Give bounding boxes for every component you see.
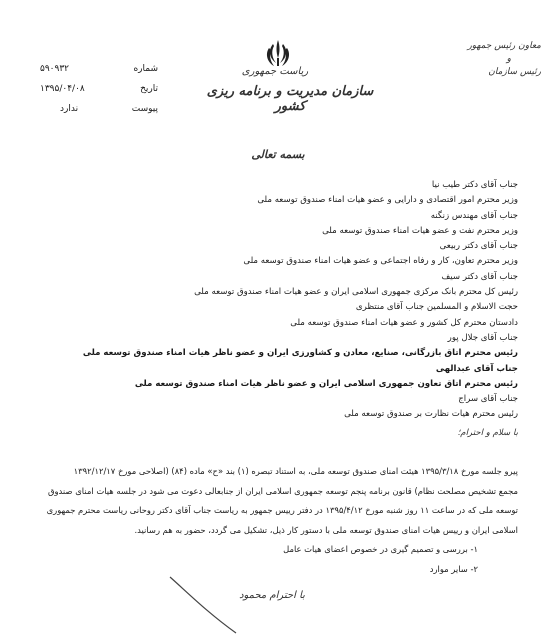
addressee-line: رئیس محترم اتاق بازرگانی، صنایع، معادن و کشاورزی ایران و عضو ناظر هیات امناء صندوق توسعه ملی (82, 348, 518, 359)
greeting: با سلام و احترام؛ (457, 427, 518, 438)
addressee-line: حجت الاسلام و المسلمین جناب آقای منتظری (355, 302, 518, 313)
invocation: بسمه تعالی (251, 148, 305, 161)
addressee-line: جناب آقای مهندس زنگنه (430, 210, 518, 221)
meta-attachment-label: پیوست (131, 104, 158, 114)
organization-title: سازمان مدیریت و برنامه ریزی کشور (206, 84, 374, 114)
meta-date-value: ۱۳۹۵/۰۴/۰۸ (40, 84, 85, 94)
agenda-item: ۱- بررسی و تصمیم گیری در خصوص اعضای هیات عامل (283, 544, 478, 554)
body-line: اسلامی ایران و رییس هیات امنای صندوق توسعه ملی با دستور کار ذیل، تشکیل می گردد، حضور به هم رسانید. (134, 524, 518, 535)
meta-date-label: تاریخ (140, 84, 158, 94)
handwritten-note (451, 40, 541, 79)
addressee-line: جناب آقای دکتر سیف (441, 271, 518, 282)
addressee-line: وزیر محترم تعاون، کار و رفاه اجتماعی و عضو هیات امناء صندوق توسعه ملی (243, 256, 518, 267)
meta-number-label: شماره (133, 64, 158, 74)
agenda-item: ۲- سایر موارد (429, 563, 478, 574)
note-line: و (506, 54, 511, 64)
addressee-list (82, 178, 518, 441)
addressee-line: جناب آقای عبدالهی (435, 363, 518, 374)
emblem-icon (265, 38, 291, 68)
addressee-line: جناب آقای دکتر ربیعی (439, 241, 518, 252)
addressee-line: جناب آقای جلال پور (447, 332, 518, 343)
addressee-line: رئیس محترم اتاق تعاون جمهوری اسلامی ایران و عضو ناظر هیات امناء صندوق توسعه ملی (134, 378, 518, 389)
body-line: مجمع تشخیص مصلحت نظام) قانون برنامه پنجم توسعه جمهوری اسلامی ایران از جنابعالی دعوت می شود در جلسه هیات امنای صندوق (47, 485, 518, 496)
meta-number-value: ۵۹۰۹۳۲ (40, 64, 70, 74)
signature: با احترام محمود (239, 590, 305, 601)
note-line: رئیس سازمان (488, 67, 541, 77)
addressee-line: وزیر محترم نفت و عضو هیات امناء صندوق توسعه ملی (322, 225, 518, 236)
meta-attachment-value: ندارد (60, 104, 79, 114)
letter-body (18, 462, 518, 579)
note-line: معاون رئیس جمهور (467, 41, 541, 51)
addressee-line: دادستان محترم کل کشور و عضو هیات امناء صندوق توسعه ملی (290, 317, 518, 328)
signature-stroke (168, 575, 238, 635)
addressee-line: رئیس کل محترم بانک مرکزی جمهوری اسلامی ایران و عضو هیات امناء صندوق توسعه ملی (194, 287, 518, 298)
addressee-line: جناب آقای دکتر طیب نیا (431, 180, 518, 190)
body-line: پیرو جلسه مورخ ۱۳۹۵/۳/۱۸ هیئت امنای صندوق توسعه ملی، به استناد تبصره (۱) بند «ح» ماده (۸۴) (اصلاحی مورخ ۱۳۹۲/۱۲/۱۷ (73, 466, 518, 476)
addressee-line: جناب آقای سراج (458, 394, 518, 405)
addressee-line: رئیس محترم هیات نظارت بر صندوق توسعه ملی (344, 409, 518, 420)
presidency-title: ریاست جمهوری (241, 66, 309, 77)
body-line: توسعه ملی که در ساعت ۱۱ روز شنبه مورخ ۱۳۹۵/۴/۱۲ در دفتر رییس جمهور به ریاست جناب آقای دکتر روحانی ریاست محترم جمهوری (46, 505, 518, 515)
addressee-line: وزیر محترم امور اقتصادی و دارایی و عضو هیات امناء صندوق توسعه ملی (257, 195, 518, 206)
